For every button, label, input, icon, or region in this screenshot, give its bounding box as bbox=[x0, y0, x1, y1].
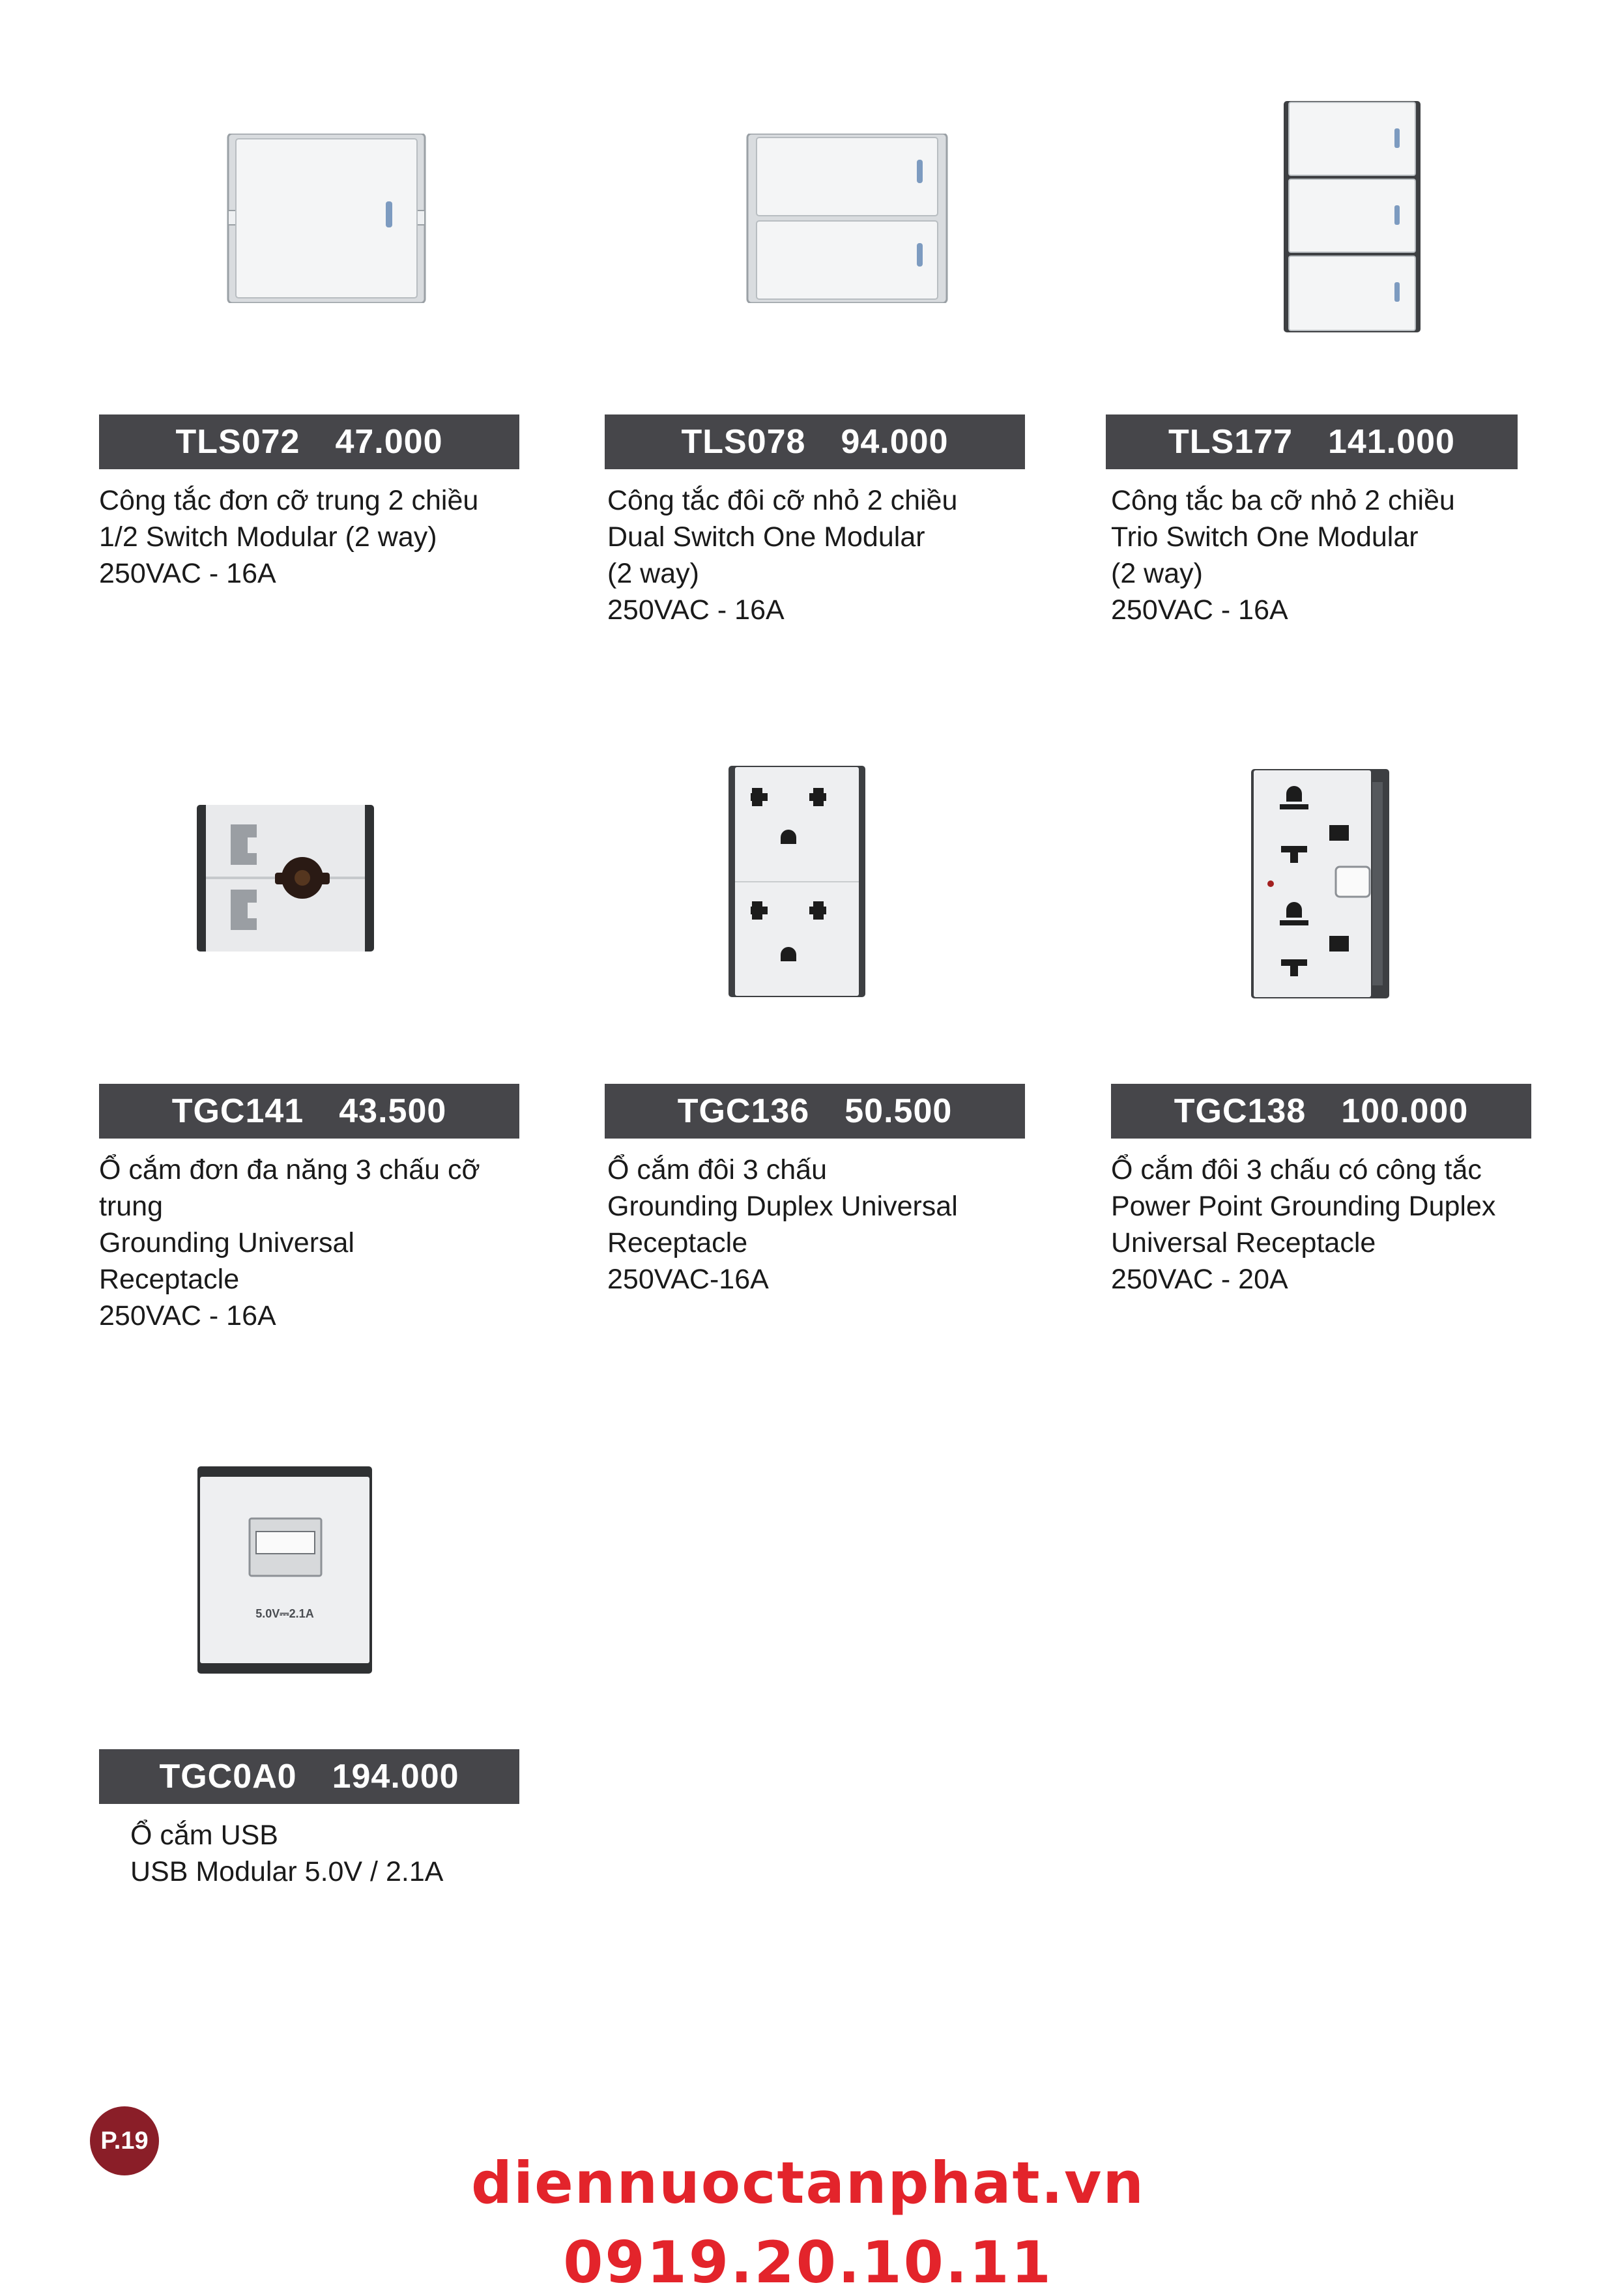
product-price: 100.000 bbox=[1341, 1092, 1469, 1130]
description-line: Trio Switch One Modular bbox=[1111, 521, 1419, 553]
description-line: Receptacle bbox=[99, 1264, 240, 1295]
description-line: Universal Receptacle bbox=[1111, 1227, 1376, 1258]
description-line: Ổ cắm đôi 3 chấu có công tắc bbox=[1111, 1154, 1482, 1185]
description-line: 250VAC - 20A bbox=[1111, 1264, 1288, 1295]
product-code: TGC136 bbox=[677, 1092, 810, 1130]
description-line: (2 way) bbox=[1111, 558, 1203, 589]
description-line: 250VAC - 16A bbox=[99, 1300, 276, 1331]
usb-rating-label: 5.0V⎓2.1A bbox=[255, 1607, 314, 1620]
product-price: 94.000 bbox=[841, 423, 949, 461]
footer-website: diennuoctanphat.vn bbox=[470, 2149, 1146, 2216]
page-number-badge: P.19 bbox=[90, 2106, 159, 2175]
dual-switch-icon bbox=[746, 134, 948, 303]
product-description bbox=[607, 1152, 958, 1298]
product-code-bar bbox=[1111, 1084, 1531, 1139]
product-price: 50.500 bbox=[844, 1092, 953, 1130]
description-line: Grounding Duplex Universal bbox=[607, 1191, 958, 1222]
description-line: Công tắc đôi cỡ nhỏ 2 chiều bbox=[607, 485, 958, 516]
product-code-bar bbox=[99, 414, 519, 469]
description-line: 250VAC - 16A bbox=[99, 558, 276, 589]
description-line: USB Modular 5.0V / 2.1A bbox=[130, 1856, 444, 1887]
product-price: 47.000 bbox=[335, 423, 443, 461]
product-description bbox=[1111, 1152, 1495, 1298]
description-line: 250VAC-16A bbox=[607, 1264, 769, 1295]
description-line: Công tắc đơn cỡ trung 2 chiều bbox=[99, 485, 479, 516]
product-code: TLS177 bbox=[1168, 423, 1293, 461]
product-price: 141.000 bbox=[1328, 423, 1455, 461]
duplex-socket-switch-icon bbox=[1251, 769, 1389, 998]
description-line: Receptacle bbox=[607, 1227, 748, 1258]
product-code: TGC141 bbox=[171, 1092, 304, 1130]
description-line: Ổ cắm USB bbox=[130, 1820, 278, 1851]
product-code: TGC0A0 bbox=[159, 1758, 297, 1795]
description-line: Power Point Grounding Duplex bbox=[1111, 1191, 1496, 1222]
product-code-bar bbox=[605, 1084, 1025, 1139]
product-price: 43.500 bbox=[339, 1092, 447, 1130]
product-code: TGC138 bbox=[1174, 1092, 1306, 1130]
description-line: Ổ cắm đơn đa năng 3 chấu cỡ bbox=[99, 1154, 480, 1185]
description-line: Grounding Universal bbox=[99, 1227, 354, 1258]
description-line: 1/2 Switch Modular (2 way) bbox=[99, 521, 437, 553]
product-code-bar bbox=[1106, 414, 1518, 469]
product-description bbox=[99, 1152, 480, 1334]
duplex-socket-icon bbox=[729, 766, 865, 997]
single-switch-icon bbox=[227, 134, 426, 303]
universal-socket-icon bbox=[197, 805, 374, 952]
product-description bbox=[607, 482, 957, 628]
description-line: (2 way) bbox=[607, 558, 699, 589]
product-code: TLS072 bbox=[175, 423, 300, 461]
product-description bbox=[1111, 482, 1455, 628]
product-description bbox=[99, 482, 478, 592]
product-code-bar bbox=[605, 414, 1025, 469]
product-code: TLS078 bbox=[681, 423, 806, 461]
product-description bbox=[130, 1817, 443, 1890]
product-code-bar bbox=[99, 1749, 519, 1804]
product-code-bar bbox=[99, 1084, 519, 1139]
description-line: Dual Switch One Modular bbox=[607, 521, 925, 553]
description-line: 250VAC - 16A bbox=[1111, 594, 1288, 626]
description-line: Công tắc ba cỡ nhỏ 2 chiều bbox=[1111, 485, 1455, 516]
footer-phone: 0919.20.10.11 bbox=[563, 2229, 1053, 2296]
description-line: Ổ cắm đôi 3 chấu bbox=[607, 1154, 828, 1185]
description-line: 250VAC - 16A bbox=[607, 594, 785, 626]
trio-switch-icon bbox=[1284, 101, 1421, 332]
usb-socket-icon bbox=[197, 1466, 372, 1674]
product-price: 194.000 bbox=[332, 1758, 459, 1795]
description-line: trung bbox=[99, 1191, 164, 1222]
